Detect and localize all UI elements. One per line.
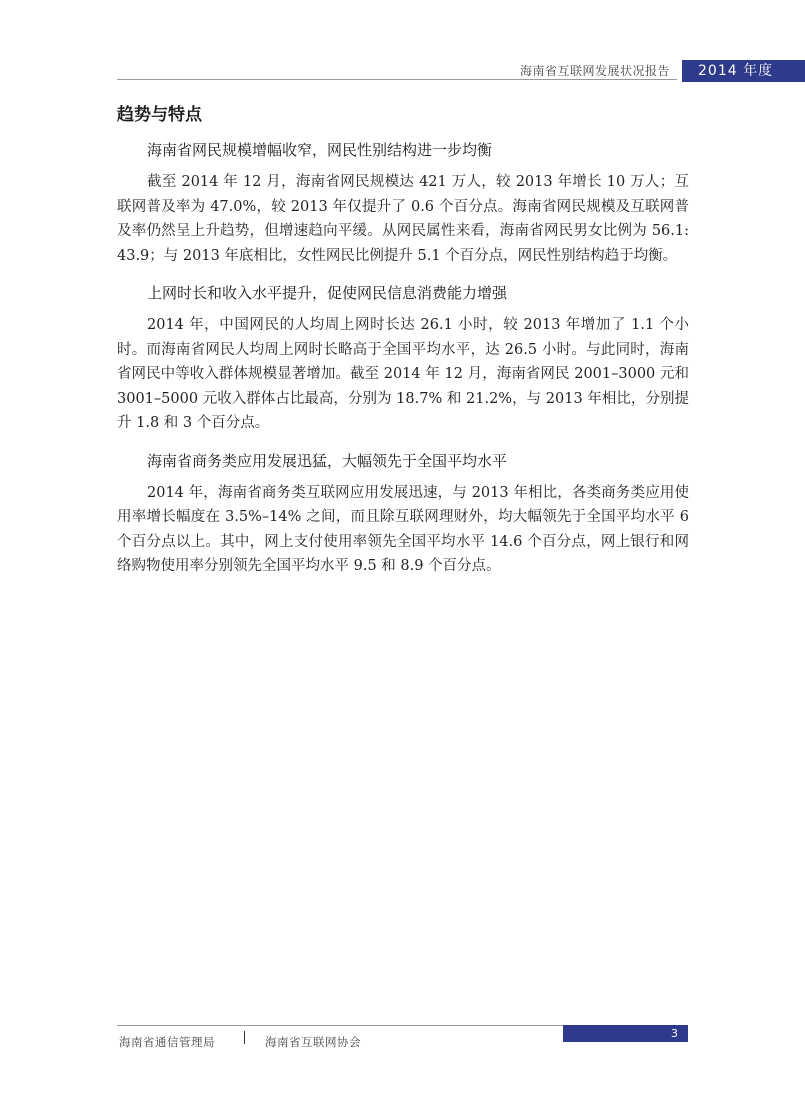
footer-org-right: 海南省互联网协会 bbox=[265, 1035, 361, 1049]
section-title: 趋势与特点 bbox=[117, 105, 202, 125]
header-report-title: 海南省互联网发展状况报告 bbox=[519, 64, 670, 78]
footer-org-left: 海南省通信管理局 bbox=[119, 1035, 215, 1049]
header-rule bbox=[117, 79, 677, 80]
paragraph-netizen-scale: 截至 2014 年 12 月，海南省网民规模达 421 万人，较 2013 年增长 10 万人；互联网普及率为 47.0%，较 2013 年仅提升了 0.6 个百分点。海南省网民规模及互联网普及率仍然呈上升趋势，但增速趋向平缓。从网民属性来看，海南省网民男女比例为 56.1: 43.9；与 2013 年底相比，女性网民比例提升 5.1 个百分点，网民性别结构趋于均衡。 bbox=[117, 174, 689, 264]
paragraph-commerce-apps: 2014 年，海南省商务类互联网应用发展迅速，与 2013 年相比，各类商务类应用使用率增长幅度在 3.5%–14% 之间，而且除互联网理财外，均大幅领先于全国平均水平 6 个百分点以上。其中，网上支付使用率领先全国平均水平 14.6 个百分点，网上银行和网络购物使用率分别领先全国平均水平 9.5 和 8.9 个百分点。 bbox=[117, 484, 689, 574]
subheading-online-time-income: 上网时长和收入水平提升，促使网民信息消费能力增强 bbox=[147, 284, 508, 302]
footer-separator bbox=[244, 1031, 245, 1044]
main-content bbox=[117, 100, 689, 593]
subheading-commerce-apps: 海南省商务类应用发展迅猛，大幅领先于全国平均水平 bbox=[147, 451, 508, 470]
page-number: 3 bbox=[563, 1025, 688, 1042]
header-year-badge: 2014 年度 bbox=[682, 60, 805, 82]
paragraph-online-time-income: 2014 年，中国网民的人均周上网时长达 26.1 小时，较 2013 年增加了 1.1 个小时。而海南省网民人均周上网时长略高于全国平均水平，达 26.5 小时。与此同时，海南省网民中等收入群体规模显著增加。截至 2014 年 12 月，海南省网民 2001–3000 元和 3001–5000 元收入群体占比最高，分别为 18.7% 和 21.2%，与 2013 年相比，分别提升 1.8 和 3 个百分点。 bbox=[117, 317, 689, 431]
subheading-netizen-scale: 海南省网民规模增幅收窄，网民性别结构进一步均衡 bbox=[147, 141, 493, 159]
